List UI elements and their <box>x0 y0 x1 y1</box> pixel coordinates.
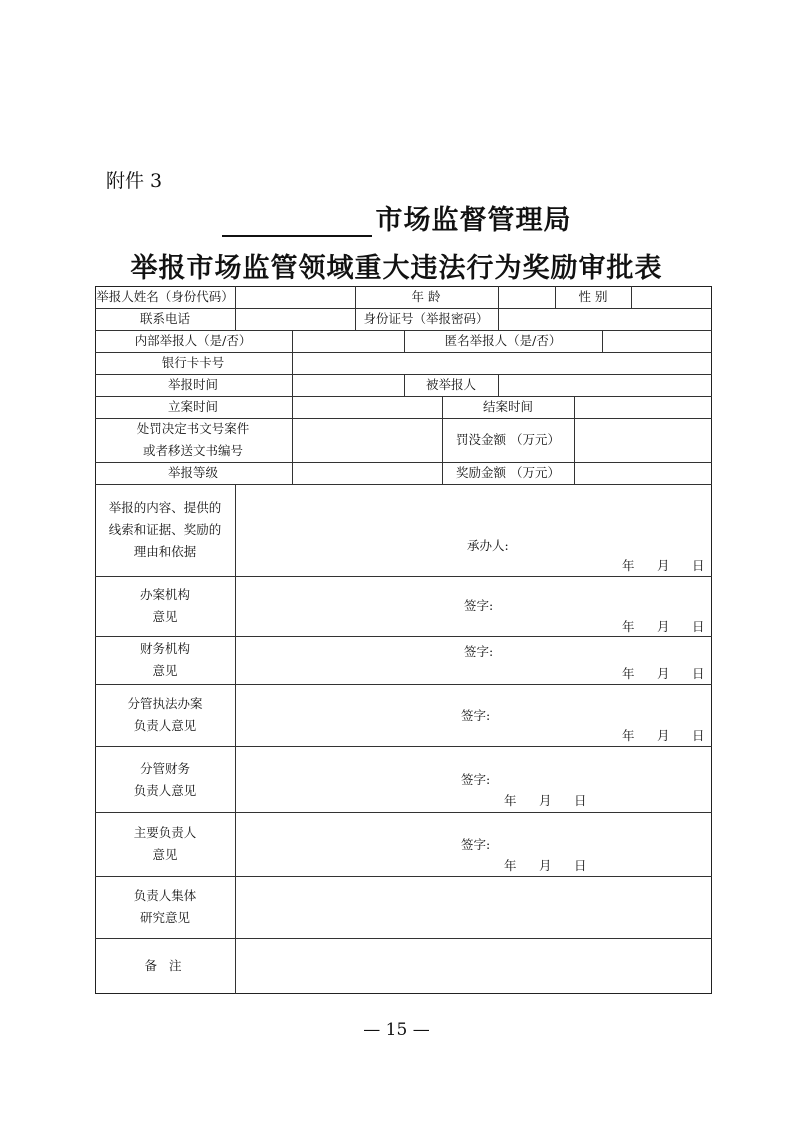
col-divider <box>404 330 405 352</box>
anonymous-reporter-label: 匿名举报人（是/否） <box>444 333 562 349</box>
date-year: 年 <box>622 619 635 634</box>
date-month: 月 <box>657 558 670 573</box>
col-divider <box>498 374 499 396</box>
age-label: 年 龄 <box>411 289 441 305</box>
date-year: 年 <box>504 793 517 808</box>
bank-card-label: 银行卡卡号 <box>161 355 225 371</box>
row-divider <box>95 684 712 685</box>
sign-label: 签字: <box>461 708 491 723</box>
sign-label: 签字: <box>461 772 491 787</box>
col-divider <box>555 286 556 308</box>
id-number-label: 身份证号（举报密码） <box>363 311 489 327</box>
date-day: 日 <box>692 558 705 573</box>
enforcement-lead-line2: 负责人意见 <box>133 718 197 733</box>
sign-label: 签字: <box>464 644 494 659</box>
remarks-label: 备 注 <box>144 958 186 974</box>
date-day: 日 <box>692 728 705 743</box>
agency-blank[interactable] <box>222 209 372 237</box>
col-divider <box>631 286 632 308</box>
handler-label: 承办人: <box>467 538 509 553</box>
phone-label: 联系电话 <box>139 311 191 327</box>
date-day: 日 <box>574 858 587 873</box>
main-lead-line1: 主要负责人 <box>133 825 197 841</box>
row-divider <box>95 812 712 813</box>
col-divider <box>574 396 575 484</box>
row-divider <box>95 484 712 485</box>
row-divider <box>95 876 712 877</box>
collective-opinion-line1: 负责人集体 <box>133 888 197 904</box>
row-divider <box>95 636 712 637</box>
report-content-label <box>109 497 222 563</box>
reporter-name-label: 举报人姓名（身份代码） <box>96 289 234 305</box>
finance-lead-line2: 负责人意见 <box>133 783 197 798</box>
reported-person-label: 被举报人 <box>425 377 477 393</box>
title-line1-text: 市场监督管理局 <box>375 205 572 236</box>
date-day: 日 <box>692 619 705 634</box>
closing-time-label: 结案时间 <box>482 399 534 415</box>
office-opinion-line2: 意见 <box>152 609 178 624</box>
date-month: 月 <box>657 666 670 681</box>
sign-label: 签字: <box>464 598 494 613</box>
date-day: 日 <box>692 666 705 681</box>
internal-reporter-label: 内部举报人（是/否） <box>134 333 252 349</box>
report-content-line3: 理由和依据 <box>133 543 197 559</box>
enforcement-lead-label <box>127 693 202 737</box>
col-divider <box>235 484 236 994</box>
finance-opinion-line2: 意见 <box>152 663 178 678</box>
office-opinion-label <box>140 584 190 628</box>
attachment-label: 附件 3 <box>106 170 163 192</box>
title-line1 <box>0 198 793 237</box>
col-divider <box>404 374 405 396</box>
date-year: 年 <box>622 728 635 743</box>
date-month: 月 <box>539 858 552 873</box>
date-month: 月 <box>657 619 670 634</box>
enforcement-lead-line1: 分管执法办案 <box>127 696 203 712</box>
finance-opinion-label <box>140 638 190 682</box>
filing-time-label: 立案时间 <box>167 399 219 415</box>
date-year: 年 <box>622 666 635 681</box>
finance-lead-line1: 分管财务 <box>139 761 191 777</box>
reward-amount-label: 奖励金额 （万元） <box>456 465 560 481</box>
row-divider <box>95 938 712 939</box>
date-year: 年 <box>622 558 635 573</box>
report-time-label: 举报时间 <box>167 377 219 393</box>
collective-opinion-label <box>134 885 197 929</box>
date-month: 月 <box>657 728 670 743</box>
penalty-doc-line2: 或者移送文书编号 <box>142 443 244 458</box>
col-divider <box>602 330 603 352</box>
gender-label: 性 别 <box>578 289 608 305</box>
report-level-label: 举报等级 <box>167 465 219 481</box>
penalty-doc-label <box>137 418 250 462</box>
sign-label: 签字: <box>461 837 491 852</box>
col-divider <box>498 286 499 330</box>
fine-amount-label: 罚没金额 （万元） <box>456 432 560 448</box>
finance-opinion-line1: 财务机构 <box>139 641 191 657</box>
office-opinion-line1: 办案机构 <box>139 587 191 603</box>
date-year: 年 <box>504 858 517 873</box>
collective-opinion-line2: 研究意见 <box>139 910 191 925</box>
report-content-line2: 线索和证据、奖励的 <box>108 522 222 538</box>
col-divider <box>292 330 293 396</box>
date-month: 月 <box>539 793 552 808</box>
title-line2: 举报市场监管领域重大违法行为奖励审批表 <box>130 253 663 284</box>
row-divider <box>95 746 712 747</box>
finance-lead-label <box>134 758 197 802</box>
col-divider <box>442 396 443 484</box>
col-divider <box>235 286 236 330</box>
col-divider <box>292 396 293 484</box>
report-content-line1: 举报的内容、提供的 <box>108 500 222 516</box>
row-divider <box>95 576 712 577</box>
date-day: 日 <box>574 793 587 808</box>
col-divider <box>355 286 356 330</box>
main-lead-line2: 意见 <box>152 847 178 862</box>
page-number: — 15 — <box>363 1020 430 1040</box>
penalty-doc-line1: 处罚决定书文号案件 <box>136 421 250 437</box>
main-lead-label <box>134 822 197 866</box>
